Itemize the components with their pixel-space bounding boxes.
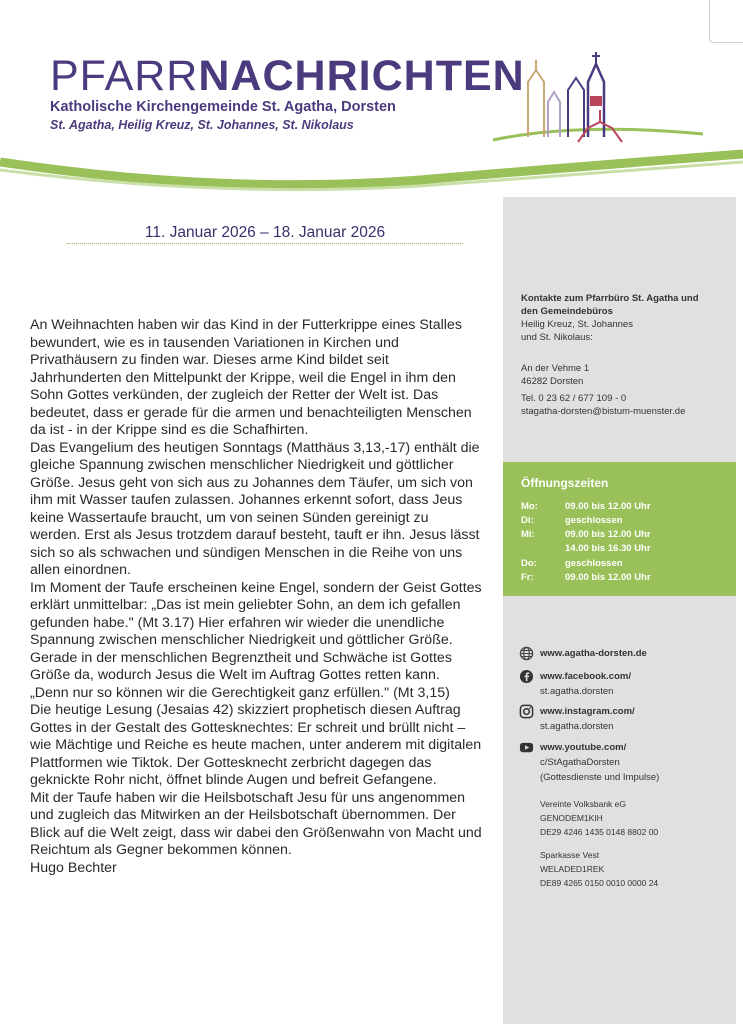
green-swoosh (0, 140, 743, 200)
date-range: 11. Januar 2026 – 18. Januar 2026 (144, 224, 386, 241)
instagram-icon (519, 704, 534, 719)
bank-bic: GENODEM1KIH (540, 813, 603, 823)
link-line: www.agatha-dorsten.de (540, 648, 647, 659)
title-bold: NACHRICHTEN (198, 52, 525, 100)
bank-name: Sparkasse Vest (540, 850, 600, 860)
link-line: www.youtube.com/ (540, 742, 627, 753)
link-line: st.agatha.dorsten (540, 686, 614, 697)
contact-email[interactable]: stagatha-dorsten@bistum-muenster.de (521, 406, 686, 417)
hours-day: Do: (521, 558, 537, 569)
parish-subtitle: Katholische Kirchengemeinde St. Agatha, Dorsten (50, 99, 396, 115)
parish-list: St. Agatha, Heilig Kreuz, St. Johannes, St. Nikolaus (50, 118, 354, 132)
globe-icon (519, 646, 534, 661)
page-corner-tab (709, 0, 743, 43)
link-line: (Gottesdienste und Impulse) (540, 772, 660, 783)
masthead-title (50, 52, 525, 100)
hours-time: geschlossen (565, 515, 623, 526)
opening-hours-title: Öffnungszeiten (521, 476, 609, 490)
date-divider (67, 243, 463, 244)
contact-heading (521, 292, 731, 344)
church-logo-icon (488, 52, 710, 154)
bank-account (540, 848, 658, 890)
contact-street: An der Vehme 1 (521, 363, 590, 374)
contact-city: 46282 Dorsten (521, 376, 584, 387)
link-line: www.instagram.com/ (540, 706, 635, 717)
link-line: c/StAgathaDorsten (540, 757, 620, 768)
title-light: PFARR (50, 52, 199, 100)
contact-heading-line: den Gemeindebüros (521, 306, 613, 317)
opening-hours-panel (503, 462, 736, 596)
bank-iban: DE89 4265 0150 0010 0000 24 (540, 878, 659, 888)
contact-address (521, 362, 731, 418)
hours-day: Fr: (521, 572, 534, 583)
article-paragraph: Das Evangelium des heutigen Sonntags (Matthäus 3,13,-17) enthält die gleiche Spannung zwischen menschlicher Niedrigkeit und göttlicher Größe. Jesus geht von sich aus zu Johannes dem Täufer, um sich von ihm mit Wasser taufen zulassen. Johannes erkennt sofort, dass Jeus keine Wassertaufe braucht, um von seinen Sünden gereinigt zu werden. Erst als Jesus trotzdem darauf besteht, tauft er ihn. Jesus lässt sich so als schwachen und sündigen Menschen in die Reihe von uns allen einordnen. (30, 439, 480, 578)
bank-name: Vereinte Volksbank eG (540, 799, 627, 809)
hours-time: 09.00 bis 12.00 Uhr (565, 529, 651, 540)
article-paragraph: Im Moment der Taufe erscheinen keine Engel, sondern der Geist Gottes erklärt unmittelbar: „Das ist mein geliebter Sohn, an dem ich gefallen gefunden habe." (Mt 3.17) Hier erfahren wir wieder die unendliche Spannung zwischen menschlicher Niedrigkeit und göttlicher Größe. Gerade in der menschlichen Begrenztheit und Schwäche ist Gottes Größe da, wodurch Jesus die Welt im Auftrag Gottes retten kann. „Denn nur so können wir die Gerechtigkeit ganz erfüllen." (Mt 3,15) (30, 579, 482, 701)
hours-day: Di: (521, 515, 534, 526)
article-paragraph: Die heutige Lesung (Jesaias 42) skizziert prophetisch diesen Auftrag Gottes in der Gestalt des Gottesknechtes: Er schreit und brüllt nicht – wie Mächtige und Reiche es heute machen, unter anderem mit digitalen Plattformen wie Tiktok. Der Gottesknecht zerbricht dagegen das geknickte Rohr nicht, öffnet blinde Augen und befreit Gefangene. (30, 702, 482, 788)
hours-time: 09.00 bis 12.00 Uhr (565, 501, 651, 512)
contact-heading-line: Heilig Kreuz, St. Johannes (521, 319, 633, 330)
article-paragraph: An Weihnachten haben wir das Kind in der Futterkrippe eines Stalles bewundert, wie es in tausenden Variationen in Kirchen und Privathäusern zu finden war. Dieses arme Kind bildet seit Jahrhunderten den Mittelpunkt der Krippe, weil die Engel in ihm den Sohn Gottes verkünden, der zugleich der Retter der Welt ist. Das bedeutet, dass er gerade für die armen und benachteiligten Menschen da ist - in der Krippe sind es die Schafhirten. (30, 317, 472, 438)
link-line: st.agatha.dorsten (540, 721, 614, 732)
hours-day: Mi: (521, 529, 535, 540)
facebook-icon (519, 669, 534, 684)
bank-bic: WELADED1REK (540, 864, 605, 874)
article-paragraph: Mit der Taufe haben wir die Heilsbotschaft Jesu für uns angenommen und zugleich das Mitwirken an der Heilsbotschaft übernommen. Der Blick auf die Welt zeigt, dass wir dabei den Größenwahn von Macht und Reichtum als Gegner bekommen können. (30, 789, 482, 858)
hours-time: geschlossen (565, 558, 623, 569)
article-author: Hugo Bechter (30, 859, 117, 876)
youtube-icon (519, 740, 534, 755)
hours-time: 09.00 bis 12.00 Uhr (565, 572, 651, 583)
hours-day: Mo: (521, 501, 538, 512)
bank-iban: DE29 4246 1435 0148 8802 00 (540, 827, 659, 837)
contact-phone: Tel. 0 23 62 / 677 109 - 0 (521, 393, 627, 404)
bank-account (540, 797, 658, 839)
hours-time: 14.00 bis 16.30 Uhr (565, 543, 651, 554)
contact-heading-line: Kontakte zum Pfarrbüro St. Agatha und (521, 293, 699, 304)
link-line: www.facebook.com/ (540, 671, 631, 682)
contact-heading-line: und St. Nikolaus: (521, 332, 593, 343)
article-body (30, 317, 482, 877)
